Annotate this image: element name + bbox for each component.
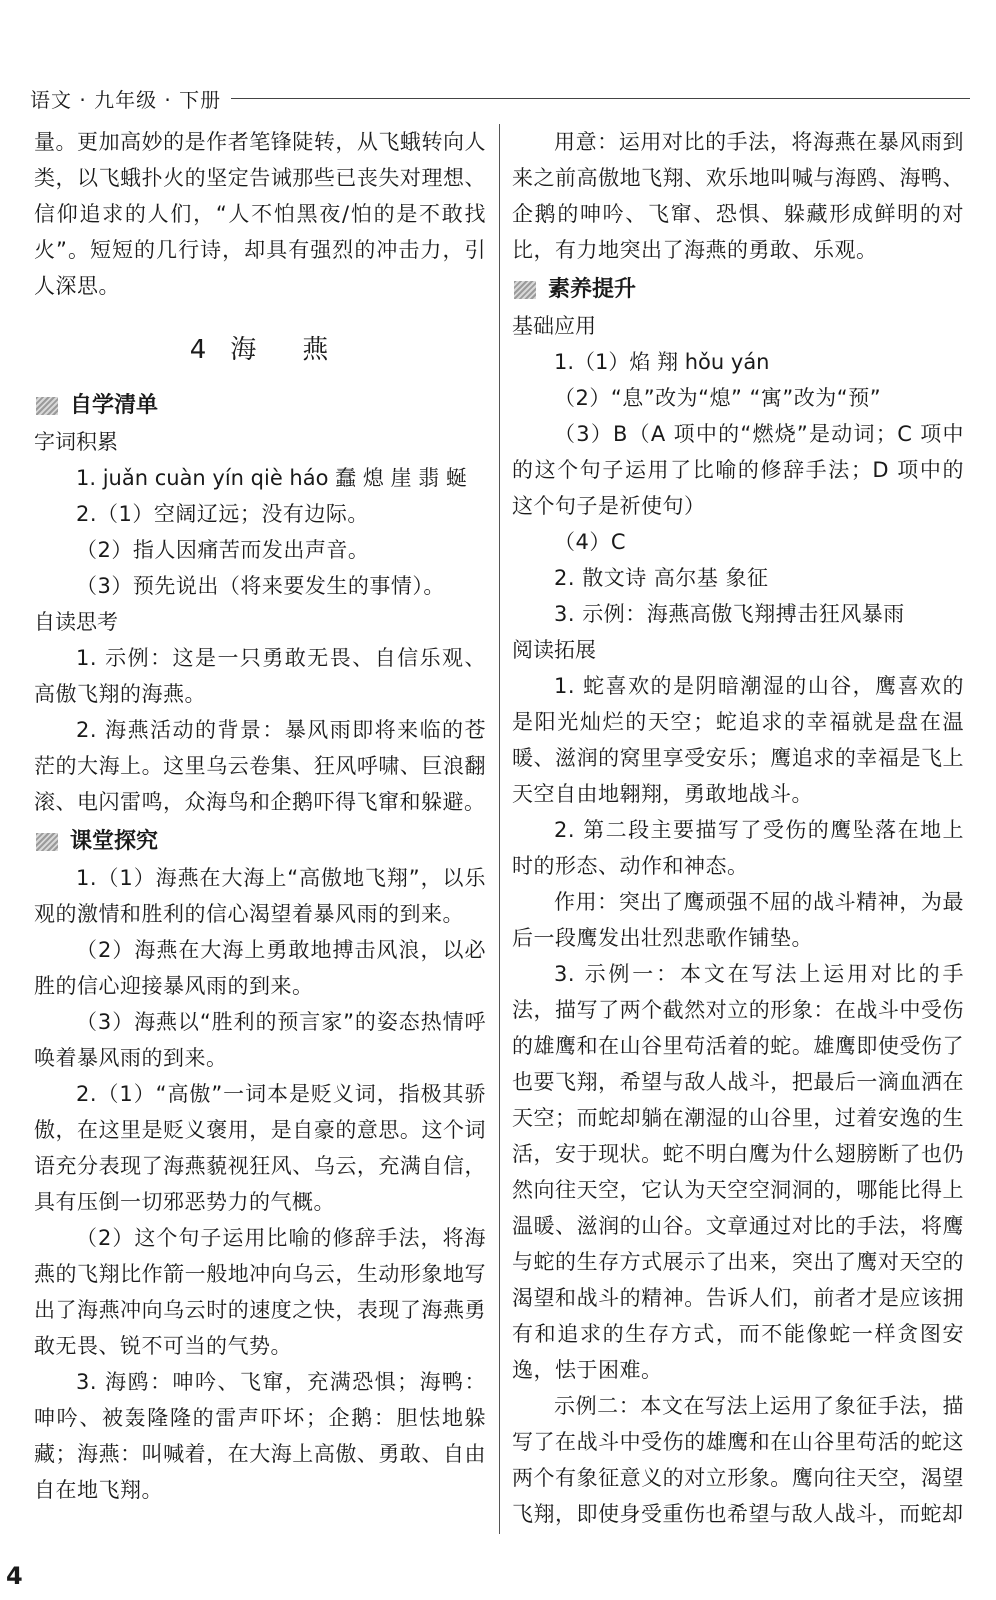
- section-heading-self-study: 自学清单: [34, 388, 486, 424]
- answer-class-1-2: （2）海燕在大海上勇敢地搏击风浪，以必胜的信心迎接暴风雨的到来。: [34, 938, 486, 998]
- header-rule: [231, 98, 970, 99]
- answer-basic-3: 3. 示例：海燕高傲飞翔搏击狂风暴雨: [554, 602, 905, 626]
- left-column: [34, 124, 486, 1508]
- answer-basic-1-3: （3）B（A 项中的“燃烧”是动词；C 项中的这个句子运用了比喻的修辞手法；D 项中的这个句子是祈使句）: [512, 422, 964, 518]
- chapter-title-char-2: 燕: [302, 335, 331, 365]
- answer-thinking-1: 1. 示例：这是一只勇敢无畏、自信乐观、高傲飞翔的海燕。: [34, 646, 486, 706]
- subheading-reading-extension: 阅读拓展: [512, 638, 596, 662]
- answer-class-2-1: 2.（1）“高傲”一词本是贬义词，指极其骄傲，在这里是贬义褒用，是自豪的意思。这个词语充分表现了海燕藐视狂风、乌云，充满自信，具有压倒一切邪恶势力的气概。: [34, 1082, 486, 1214]
- subheading-reading-thinking: 自读思考: [34, 610, 118, 634]
- answer-class-3: 3. 海鸥：呻吟、飞窜，充满恐惧；海鸭：呻吟、被轰隆隆的雷声吓坏；企鹅：胆怯地躲藏；海燕：叫喊着，在大海上高傲、勇敢、自由自在地飞翔。: [34, 1370, 486, 1502]
- section-marker-icon: [36, 397, 58, 415]
- right-column: [512, 124, 964, 1532]
- section-heading-classroom: 课堂探究: [34, 824, 486, 860]
- subheading-vocab: 字词积累: [34, 430, 118, 454]
- section-marker-icon: [514, 281, 536, 299]
- column-divider: [499, 124, 500, 1534]
- answer-ext-2-effect: 作用：突出了鹰顽强不屈的战斗精神，为最后一段鹰发出壮烈悲歌作铺垫。: [512, 890, 964, 950]
- intro-paragraph: 量。更加高妙的是作者笔锋陡转，从飞蛾转向人类，以飞蛾扑火的坚定告诫那些已丧失对理想、信仰追求的人们，“人不怕黑夜/怕的是不敢找火”。短短的几行诗，却具有强烈的冲击力，引人深思。: [34, 130, 486, 298]
- answer-basic-1-4: （4）C: [554, 530, 627, 554]
- answer-vocab-2-3: （3）预先说出（将来要发生的事情）。: [76, 574, 445, 598]
- header-title: 语文 · 九年级 · 下册: [30, 87, 222, 112]
- answer-class-1-1: 1.（1）海燕在大海上“高傲地飞翔”，以乐观的激情和胜利的信心渴望着暴风雨的到来。: [34, 866, 486, 926]
- answer-basic-1-1: 1.（1）焰 翔 hǒu yán: [554, 350, 770, 374]
- answer-vocab-2-2: （2）指人因痛苦而发出声音。: [76, 538, 370, 562]
- page-header: [30, 84, 970, 112]
- section-heading-improvement: 素养提升: [512, 272, 964, 308]
- answer-ext-2: 2. 第二段主要描写了受伤的鹰坠落在地上时的形态、动作和神态。: [512, 818, 964, 878]
- answer-basic-2: 2. 散文诗 高尔基 象征: [554, 566, 769, 590]
- answer-ext-1: 1. 蛇喜欢的是阴暗潮湿的山谷，鹰喜欢的是阳光灿烂的天空；蛇追求的幸福就是盘在温暖、滋润的窝里享受安乐；鹰追求的幸福是飞上天空自由地翱翔，勇敢地战斗。: [512, 674, 964, 806]
- answer-class-1-3: （3）海燕以“胜利的预言家”的姿态热情呼唤着暴风雨的到来。: [34, 1010, 486, 1070]
- chapter-heading: [34, 332, 486, 368]
- answer-vocab-2-1: 2.（1）空阔辽远；没有边际。: [76, 502, 369, 526]
- answer-vocab-1: 1. juǎn cuàn yín qiè háo 蠢 熄 崖 翡 蜒: [76, 466, 467, 490]
- answer-thinking-2: 2. 海燕活动的背景：暴风雨即将来临的苍茫的大海上。这里乌云卷集、狂风呼啸、巨浪翻滚、电闪雷鸣，众海鸟和企鹅吓得飞窜和躲避。: [34, 718, 486, 814]
- chapter-title-char-1: 海: [230, 335, 259, 365]
- answer-basic-1-2: （2）“息”改为“熄” “寓”改为“预”: [554, 386, 882, 410]
- subheading-basic: 基础应用: [512, 314, 596, 338]
- answer-ext-3-example1: 3. 示例一：本文在写法上运用对比的手法，描写了两个截然对立的形象：在战斗中受伤的雄鹰和在山谷里苟活着的蛇。雄鹰即使受伤了也要飞翔，希望与敌人战斗，把最后一滴血洒在天空；而蛇却躺在潮湿的山谷里，过着安逸的生活，安于现状。蛇不明白鹰为什么翅膀断了也仍然向往天空，它认为天空空洞洞的，哪能比得上温暖、滋润的山谷。文章通过对比的手法，将鹰与蛇的生存方式展示了出来，突出了鹰对天空的渴望和战斗的精神。告诉人们，前者才是应该拥有和追求的生存方式，而不能像蛇一样贪图安逸，怯于困难。: [512, 962, 964, 1382]
- answer-ext-3-example2: 示例二：本文在写法上运用了象征手法，描写了在战斗中受伤的雄鹰和在山谷里苟活的蛇这两个有象征意义的对立形象。鹰向往天空，渴望飞翔，即使身受重伤也希望与敌人战斗，而蛇却: [512, 1394, 964, 1526]
- answer-purpose: 用意：运用对比的手法，将海燕在暴风雨到来之前高傲地飞翔、欢乐地叫喊与海鸥、海鸭、企鹅的呻吟、飞窜、恐惧、躲藏形成鲜明的对比，有力地突出了海燕的勇敢、乐观。: [512, 130, 964, 262]
- answer-class-2-2: （2）这个句子运用比喻的修辞手法，将海燕的飞翔比作箭一般地冲向乌云，生动形象地写出了海燕冲向乌云时的速度之快，表现了海燕勇敢无畏、锐不可当的气势。: [34, 1226, 486, 1358]
- chapter-number: 4: [189, 335, 209, 365]
- page-number: 4: [6, 1562, 23, 1590]
- section-marker-icon: [36, 833, 58, 851]
